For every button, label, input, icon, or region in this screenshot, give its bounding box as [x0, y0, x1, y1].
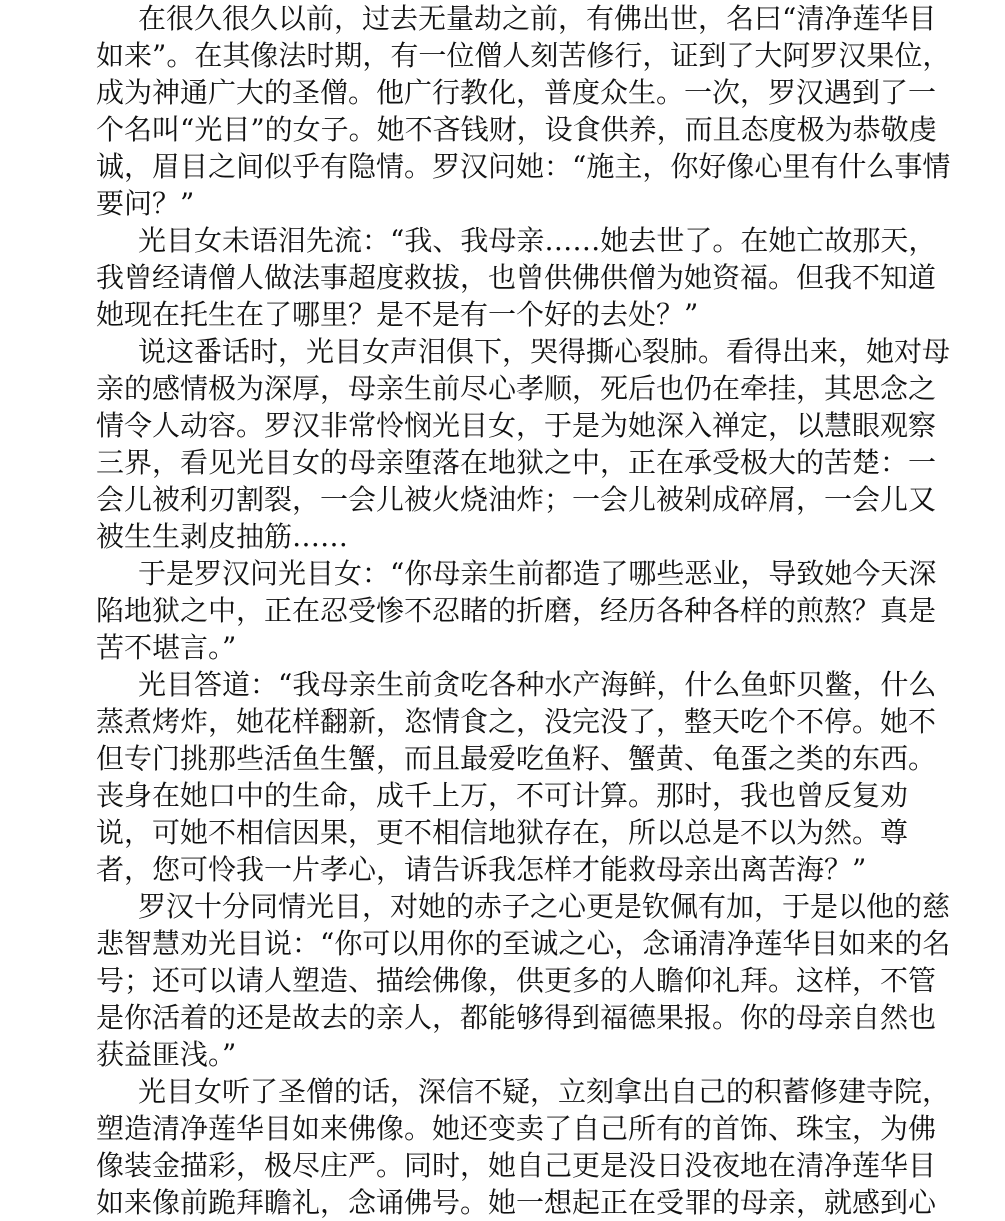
text-line: 光目女听了圣僧的话，深信不疑，立刻拿出自己的积蓄修建寺院，	[138, 1075, 951, 1108]
text-line: 陷地狱之中，正在忍受惨不忍睹的折磨，经历各种各样的煎熬？真是	[96, 594, 937, 627]
text-line: 获益匪浅。”	[96, 1038, 237, 1071]
text-line: 成为神通广大的圣僧。他广行教化，普度众生。一次，罗汉遇到了一	[96, 76, 937, 109]
text-line: 塑造清净莲华目如来佛像。她还变卖了自己所有的首饰、珠宝，为佛	[96, 1112, 937, 1145]
text-line: 三界，看见光目女的母亲堕落在地狱之中，正在承受极大的苦楚：一	[96, 446, 937, 479]
text-line: 情令人动容。罗汉非常怜悯光目女，于是为她深入禅定，以慧眼观察	[96, 409, 937, 442]
text-line: 光目女未语泪先流：“我、我母亲……她去世了。在她亡故那天，	[138, 224, 937, 257]
text-line: 但专门挑那些活鱼生蟹，而且最爱吃鱼籽、蟹黄、龟蛋之类的东西。	[96, 742, 937, 775]
text-line: 诚，眉目之间似乎有隐情。罗汉问她：“施主，你好像心里有什么事情	[96, 150, 951, 183]
text-line: 如来像前跪拜瞻礼，念诵佛号。她一想起正在受罪的母亲，就感到心	[96, 1186, 937, 1219]
text-line: 我曾经请僧人做法事超度救拔，也曾供佛供僧为她资福。但我不知道	[96, 261, 937, 294]
text-line: 悲智慧劝光目说：“你可以用你的至诚之心，念诵清净莲华目如来的名	[96, 927, 951, 960]
text-line: 被生生剥皮抽筋……	[96, 520, 349, 553]
text-line: 光目答道：“我母亲生前贪吃各种水产海鲜，什么鱼虾贝鳖，什么	[138, 668, 937, 701]
text-line: 于是罗汉问光目女：“你母亲生前都造了哪些恶业，导致她今天深	[138, 557, 937, 590]
text-line: 苦不堪言。”	[96, 631, 237, 664]
text-line: 如来”。在其像法时期，有一位僧人刻苦修行，证到了大阿罗汉果位，	[96, 39, 951, 72]
text-line: 蒸煮烤炸，她花样翻新，恣情食之，没完没了，整天吃个不停。她不	[96, 705, 937, 738]
text-line: 说，可她不相信因果，更不相信地狱存在，所以总是不以为然。尊	[96, 816, 909, 849]
text-line: 会儿被利刃割裂，一会儿被火烧油炸；一会儿被剁成碎屑，一会儿又	[96, 483, 937, 516]
text-line: 要问？”	[96, 187, 195, 220]
text-line: 丧身在她口中的生命，成千上万，不可计算。那时，我也曾反复劝	[96, 779, 909, 812]
text-line: 是你活着的还是故去的亲人，都能够得到福德果报。你的母亲自然也	[96, 1001, 937, 1034]
document-page	[96, 0, 951, 1221]
text-line: 说这番话时，光目女声泪俱下，哭得撕心裂肺。看得出来，她对母	[138, 335, 951, 368]
text-line: 在很久很久以前，过去无量劫之前，有佛出世，名曰“清净莲华目	[138, 2, 937, 35]
text-line: 个名叫“光目”的女子。她不吝钱财，设食供养，而且态度极为恭敬虔	[96, 113, 937, 146]
text-line: 亲的感情极为深厚，母亲生前尽心孝顺，死后也仍在牵挂，其思念之	[96, 372, 937, 405]
text-line: 她现在托生在了哪里？是不是有一个好的去处？”	[96, 298, 699, 331]
text-line: 像装金描彩，极尽庄严。同时，她自己更是没日没夜地在清净莲华目	[96, 1149, 937, 1182]
text-line: 罗汉十分同情光目，对她的赤子之心更是钦佩有加，于是以他的慈	[138, 890, 951, 923]
text-line: 者，您可怜我一片孝心，请告诉我怎样才能救母亲出离苦海？”	[96, 853, 867, 886]
text-line: 号；还可以请人塑造、描绘佛像，供更多的人瞻仰礼拜。这样，不管	[96, 964, 937, 997]
